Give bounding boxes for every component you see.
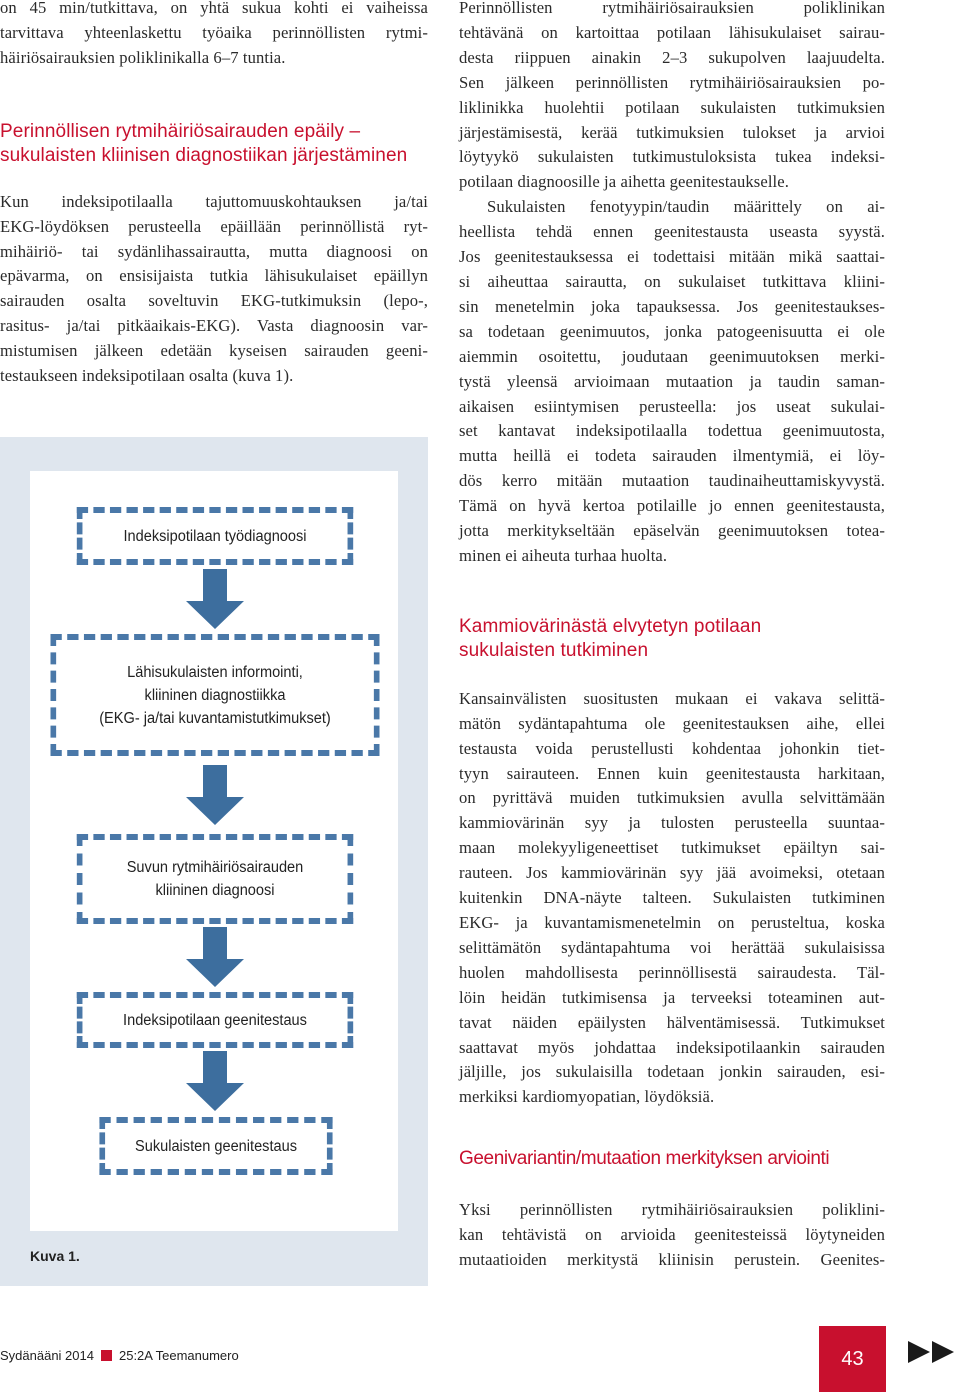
text-line: heellista tehdä ennen geenitestausta useasta syystä.	[459, 222, 885, 242]
text-line: tavat näiden epäilysten hälventämisessä. Tutkimukset	[459, 1012, 885, 1032]
text-line: häiriösairauksien poliklinikalla 6–7 tuntia.	[0, 47, 286, 67]
text-line: Kansainvälisten suositusten mukaan ei vakava selittä-	[459, 688, 885, 708]
section-heading	[459, 1147, 885, 1171]
body-paragraph	[0, 190, 428, 389]
flow-box-label: kliininen diagnostiikka	[144, 686, 286, 704]
text-line: jäljille, jos sukulaisilla todetaan jonkin sairauden, esi-	[459, 1062, 885, 1082]
heading-line: sukulaisten kliinisen diagnostiikan järjestäminen	[0, 144, 408, 166]
flow-box-label: Sukulaisten geenitestaus	[134, 1137, 298, 1155]
heading-line: Kammiovärinästä elvytetyn potilaan	[459, 615, 762, 637]
text-line: epävarma, on ensisijaista tutkia lähisukulaiset epäillyn	[0, 266, 428, 286]
text-line: desta riippuen ainakin 2–3 sukupolven laajuudelta.	[459, 47, 885, 67]
heading-line: sukulaisten tutkiminen	[459, 639, 649, 661]
text-line: minen ei aiheuta turhaa huolta.	[459, 545, 668, 565]
text-line: rasitus- ja/tai pitkäaikais-EKG). Vasta diagnoosin var-	[0, 316, 428, 336]
figure-panel	[0, 437, 428, 1286]
text-line: kammiovärinän syy ja tulosten perusteella suuntaa-	[459, 813, 885, 833]
flow-box-label: Indeksipotilaan työdiagnoosi	[123, 527, 307, 545]
text-line: Yksi perinnöllisten rytmihäiriösairauksien poliklini-	[459, 1200, 885, 1220]
text-line: on 45 min/tutkittava, on yhtä sukua kohti ei vaiheissa	[0, 0, 428, 17]
text-line: EKG-löydöksen perusteella epäillään perinnöllistä ryt-	[0, 216, 428, 236]
figure-caption: Kuva 1.	[30, 1248, 80, 1264]
text-line: selittämätön sydäntapahtuma voi herättää sukulaisissa	[459, 937, 885, 957]
text-line: jotta merkitykseltään epäselvän geenimuutoksen totea-	[459, 521, 885, 541]
right-column	[459, 0, 885, 1273]
text-line: tarvittava yhteenlaskettu työaika perinnöllisten rytmi-	[0, 22, 428, 42]
text-line: on pyrittävä muiden tutkimuksien avulla selvittämään	[459, 788, 885, 808]
red-square-icon	[101, 1350, 112, 1361]
page-number: 43	[841, 1347, 864, 1370]
double-chevron-right-icon	[908, 1341, 958, 1363]
text-line: mutta heillä ei todeta sairauden ilmentymiä, ei löy-	[459, 446, 885, 466]
text-line: potilaan diagnoosille ja aihetta geenitestaukselle.	[459, 172, 789, 192]
flow-box-family-diagnosis	[77, 834, 353, 924]
flow-box-index-genetest	[77, 992, 353, 1048]
text-line: löytyykö sukulaisten tutkimustuloksista tukea indeksi-	[459, 147, 885, 167]
text-line: EKG- ja kuvantamismenetelmin on perusteltua, koska	[459, 913, 885, 932]
text-line: Tämä on hyvä kertoa potilaille jo ennen geenitestausta,	[459, 496, 885, 516]
text-line: Kun indeksipotilaalla tajuttomuuskohtauksen ja/tai	[0, 191, 428, 211]
section-heading	[459, 615, 885, 663]
flow-box-label: Lähisukulaisten informointi,	[127, 663, 303, 681]
page-number-box	[819, 1326, 886, 1392]
section-heading	[0, 120, 428, 168]
down-arrow-icon	[186, 1051, 244, 1111]
text-line: järjestämisestä, kerää tutkimuksien tulokset ja arvioi	[459, 122, 885, 142]
flow-box-label: (EKG- ja/tai kuvantamistutkimukset)	[99, 709, 331, 727]
body-paragraph	[459, 1198, 885, 1273]
text-line: mutaatioiden merkitystä kliinisin perustein. Geenites-	[459, 1250, 885, 1270]
down-arrow-icon	[186, 569, 244, 629]
text-line: aiemmin osoitettu, joudutaan geenimuutoksen merki-	[459, 346, 885, 366]
text-line: löin heidän tutkimisensa ja terveeksi toteaminen aut-	[459, 987, 885, 1007]
text-line: sa todetaan geenimuutos, jonka patogeenisuutta ei ole	[459, 321, 885, 341]
page-footer	[0, 1348, 239, 1363]
text-line: tystä yleensä arvioimaan mutaation ja taudin saman-	[459, 371, 885, 391]
text-line: Sukulaisten fenotyypin/taudin määrittely on ai-	[487, 197, 885, 217]
text-line: rauteen. Jos kammiovärinän syy jää avoimeksi, otetaan	[459, 863, 885, 883]
journal-name: Sydänääni 2014	[0, 1348, 94, 1363]
heading-line: Geenivariantin/mutaation merkityksen arviointi	[459, 1148, 830, 1170]
body-paragraph	[459, 0, 885, 195]
text-line: Jos geenitestauksessa ei todettaisi mitään mikä saattai-	[459, 247, 885, 267]
text-line: kuitenkin DNA-näyte talteen. Sukulaisten tutkiminen	[459, 888, 885, 908]
body-paragraph	[459, 687, 885, 1110]
text-line: maan molekyyligeneettiset tutkimukset epäiltyn sai-	[459, 838, 885, 858]
text-line: mistumisen jälkeen edetään kyseisen sairauden geeni-	[0, 341, 428, 361]
text-line: sin menetelmin joka tapauksessa. Jos geenitestaukses-	[459, 296, 885, 316]
issue-name: 25:2A Teemanumero	[118, 1348, 239, 1363]
text-line: testausta voida perustellusti kohdentaa johonkin tiet-	[459, 738, 885, 758]
text-line: aikaisen esiintymisen perusteella: jos useat sukulai-	[459, 396, 885, 416]
text-line: testaukseen indeksipotilaan osalta (kuva 1).	[0, 366, 294, 386]
flow-box-label: Indeksipotilaan geenitestaus	[123, 1011, 307, 1029]
text-line: mätön sydäntapahtuma ole geenitestauksen aihe, ellei	[459, 713, 885, 733]
text-line: saattavat myös johdattaa indeksipotilaankin sairauden	[459, 1037, 885, 1057]
text-line: liklinikka huolehtii potilaan sukulaisten tutkimuksien	[459, 97, 885, 117]
flow-box-label: Suvun rytmihäiriösairauden	[126, 859, 304, 876]
text-line: Sen jälkeen perinnöllisten rytmihäiriösairauksien po-	[459, 72, 885, 92]
text-line: dös kerro mitään mutaation taudinaiheuttamiskyvystä.	[459, 471, 885, 491]
flow-box-relatives-clinical	[51, 634, 380, 756]
down-arrow-icon	[186, 927, 244, 987]
text-line: tyyn sairauteen. Ennen kuin geenitestausta harkitaan,	[459, 763, 885, 783]
text-line: kan tehtävistä on arvioida geenitesteissä löytyneiden	[459, 1225, 885, 1245]
down-arrow-icon	[186, 765, 244, 825]
text-line: merkiksi kardiomyopatian, löydöksiä.	[459, 1087, 715, 1107]
text-line: mihäiriö- tai sydänlihassairautta, mutta diagnoosi on	[0, 241, 428, 261]
text-line: Perinnöllisten rytmihäiriösairauksien poliklinikan	[459, 0, 885, 17]
body-paragraph	[459, 195, 885, 569]
text-line: set kantavat indeksipotilaalla todettua geenimuutosta,	[459, 421, 885, 441]
flow-box-index-diagnosis	[77, 507, 353, 565]
text-line: huolen mahdollisesta perinnöllisestä sairaudesta. Täl-	[459, 962, 885, 982]
intro-paragraph	[0, 0, 428, 71]
heading-line: Perinnöllisen rytmihäiriösairauden epäily –	[0, 120, 361, 142]
text-line: sairauden osalta soveltuvin EKG-tutkimuksin (lepo-,	[0, 291, 428, 311]
text-line: tehtävänä on kartoittaa potilaan lähisukulaiset sairau-	[459, 22, 885, 42]
flow-box-relatives-genetest	[99, 1117, 332, 1175]
left-column	[0, 0, 428, 389]
flow-box-label: kliininen diagnoosi	[155, 882, 275, 899]
text-line: si aiheuttaa sairautta, on sukulaiset tutkittava kliini-	[459, 271, 885, 291]
